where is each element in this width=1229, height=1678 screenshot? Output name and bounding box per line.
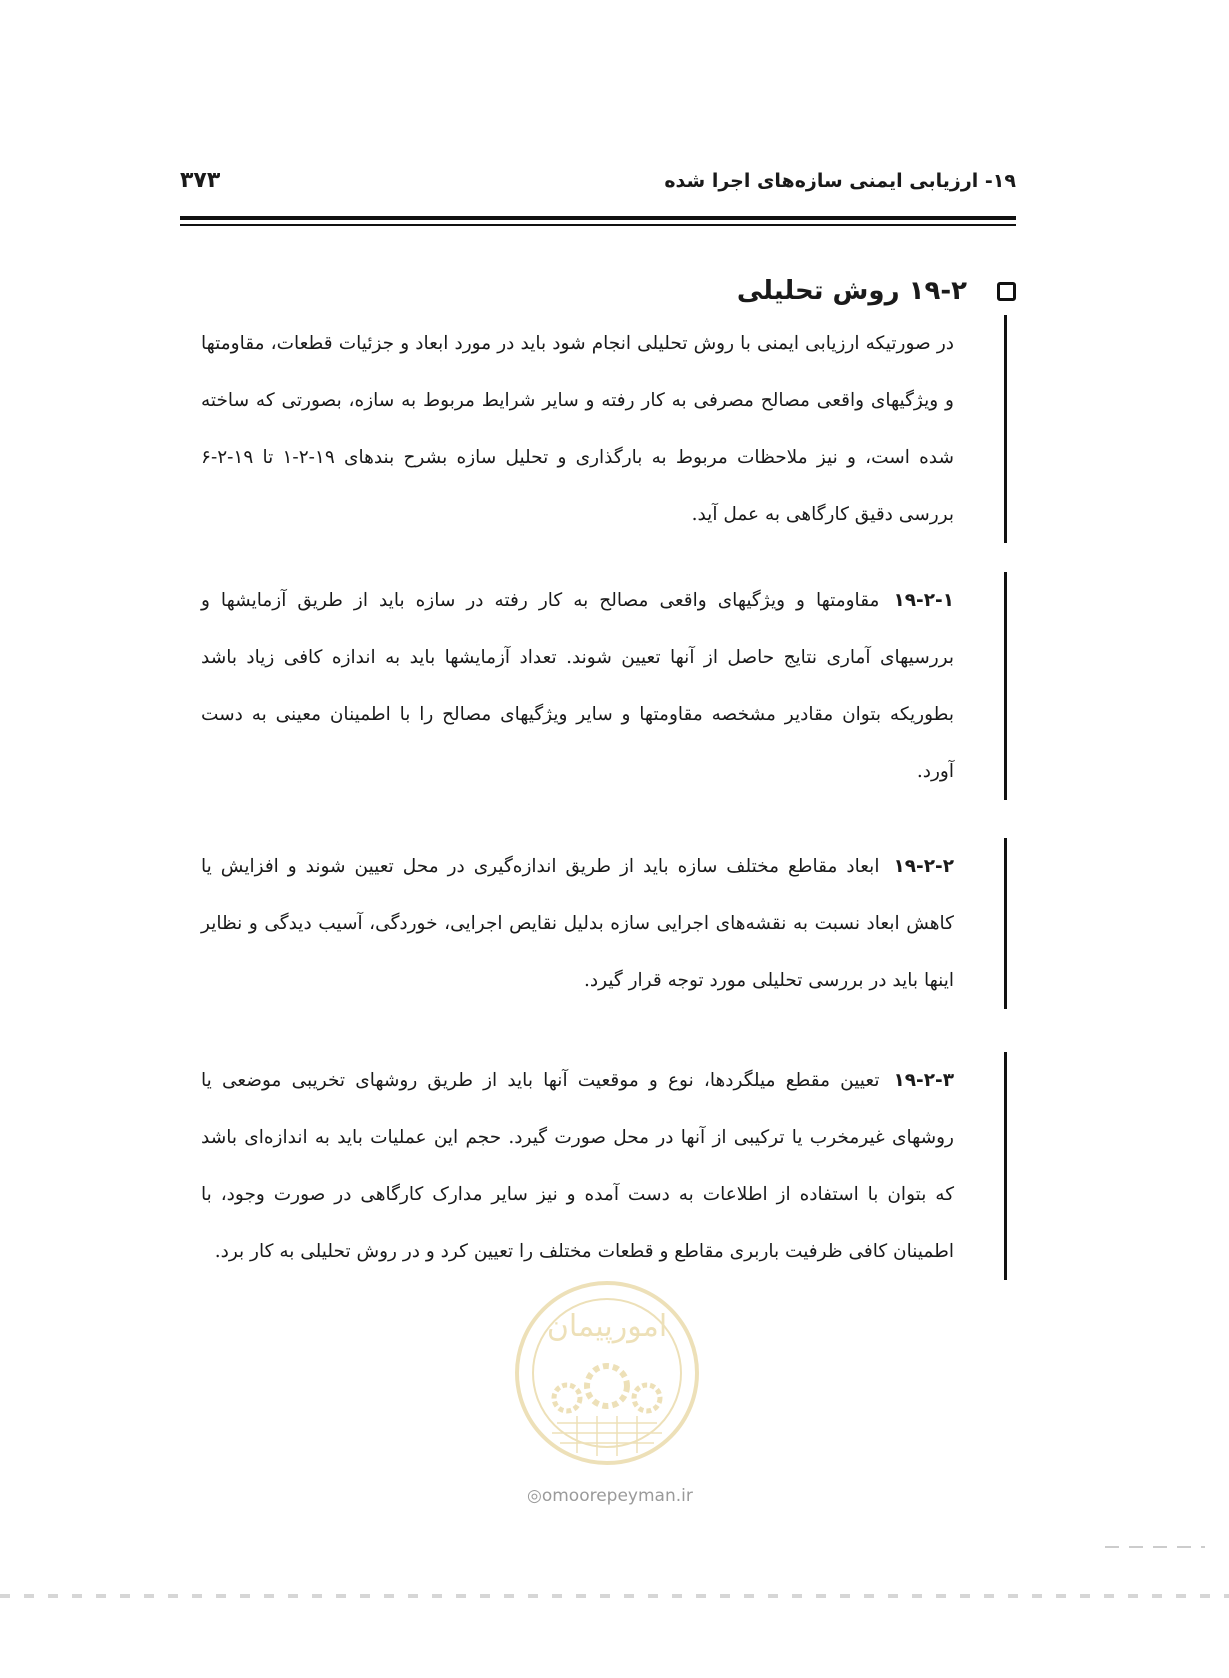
- checkbox-icon: [997, 282, 1016, 301]
- section-intro-text: در صورتیکه ارزیابی ایمنی با روش تحلیلی انجام شود باید در مورد ابعاد و جزئیات قطعات، مقاومتها و ویژگیهای واقعی مصالح مصرفی به کار رفته و سایر شرایط مربوط به سازه، بصورتی که ساخته شده است، و نیز ملاحظات مربوط به بارگذاری و تحلیل سازه بشرح بندهای ۱۹-۲-۱ تا ۱۹-۲-۶ بررسی دقیق کارگاهی به عمل آید.: [201, 333, 955, 525]
- clause-block-2: [201, 838, 1007, 1009]
- header-rule-thick: [180, 216, 1016, 220]
- clause-paragraph: [201, 838, 954, 1009]
- clause-number: ۱۹-۲-۱: [893, 590, 954, 611]
- watermark-seal: [512, 1278, 702, 1468]
- header-rule-thin: [180, 224, 1016, 226]
- scan-artifact: [1105, 1546, 1205, 1548]
- scan-artifact: [0, 1594, 1229, 1598]
- clause-block-3: [201, 1052, 1007, 1280]
- page-header: [180, 170, 1016, 206]
- clause-text: تعیین مقطع میلگردها، نوع و موقعیت آنها باید از طریق روشهای تخریبی موضعی یا روشهای غیرمخرب یا ترکیبی از آنها در محل صورت گیرد. حجم این عملیات باید به اندازه‌ای باشد که بتوان با استفاده از اطلاعات به دست آمده و نیز سایر مدارک کارگاهی در صورت وجود، با اطمینان کافی ظرفیت باربری مقاطع و قطعات مختلف را تعیین کرد و در روش تحلیلی به کار برد.: [201, 1070, 954, 1262]
- clause-text: ابعاد مقاطع مختلف سازه باید از طریق اندازه‌گیری در محل تعیین شوند و افزایش یا کاهش ابعاد نسبت به نقشه‌های اجرایی سازه بدلیل نقایص اجرایی، خوردگی، آسیب دیدگی و نظایر اینها باید در بررسی تحلیلی مورد توجه قرار گیرد.: [201, 856, 954, 991]
- clause-paragraph: [201, 1052, 954, 1280]
- watermark-seal-text: امورپیمان: [546, 1309, 668, 1344]
- section-title: ۱۹-۲ روش تحلیلی: [736, 276, 967, 306]
- section-intro-block: [201, 315, 1007, 543]
- clause-number: ۱۹-۲-۳: [893, 1070, 954, 1091]
- page-number: ۳۷۳: [180, 168, 221, 193]
- clause-block-1: [201, 572, 1007, 800]
- clause-text: مقاومتها و ویژگیهای واقعی مصالح به کار رفته در سازه باید از طریق آزمایشها و بررسیهای آماری نتایج حاصل از آنها تعیین شوند. تعداد آزمایشها باید به اندازه کافی زیاد باشد بطوریکه بتوان مقادیر مشخصه مقاومتها و سایر ویژگیهای مصالح را با اطمینان معینی به دست آورد.: [201, 590, 954, 782]
- section-heading: [737, 276, 1016, 306]
- running-title: ۱۹- ارزیابی ایمنی سازه‌های اجرا شده: [664, 170, 1016, 192]
- watermark-url: ◎omoorepeyman.ir: [527, 1486, 693, 1506]
- clause-paragraph: [201, 572, 954, 800]
- clause-number: ۱۹-۲-۲: [893, 856, 954, 877]
